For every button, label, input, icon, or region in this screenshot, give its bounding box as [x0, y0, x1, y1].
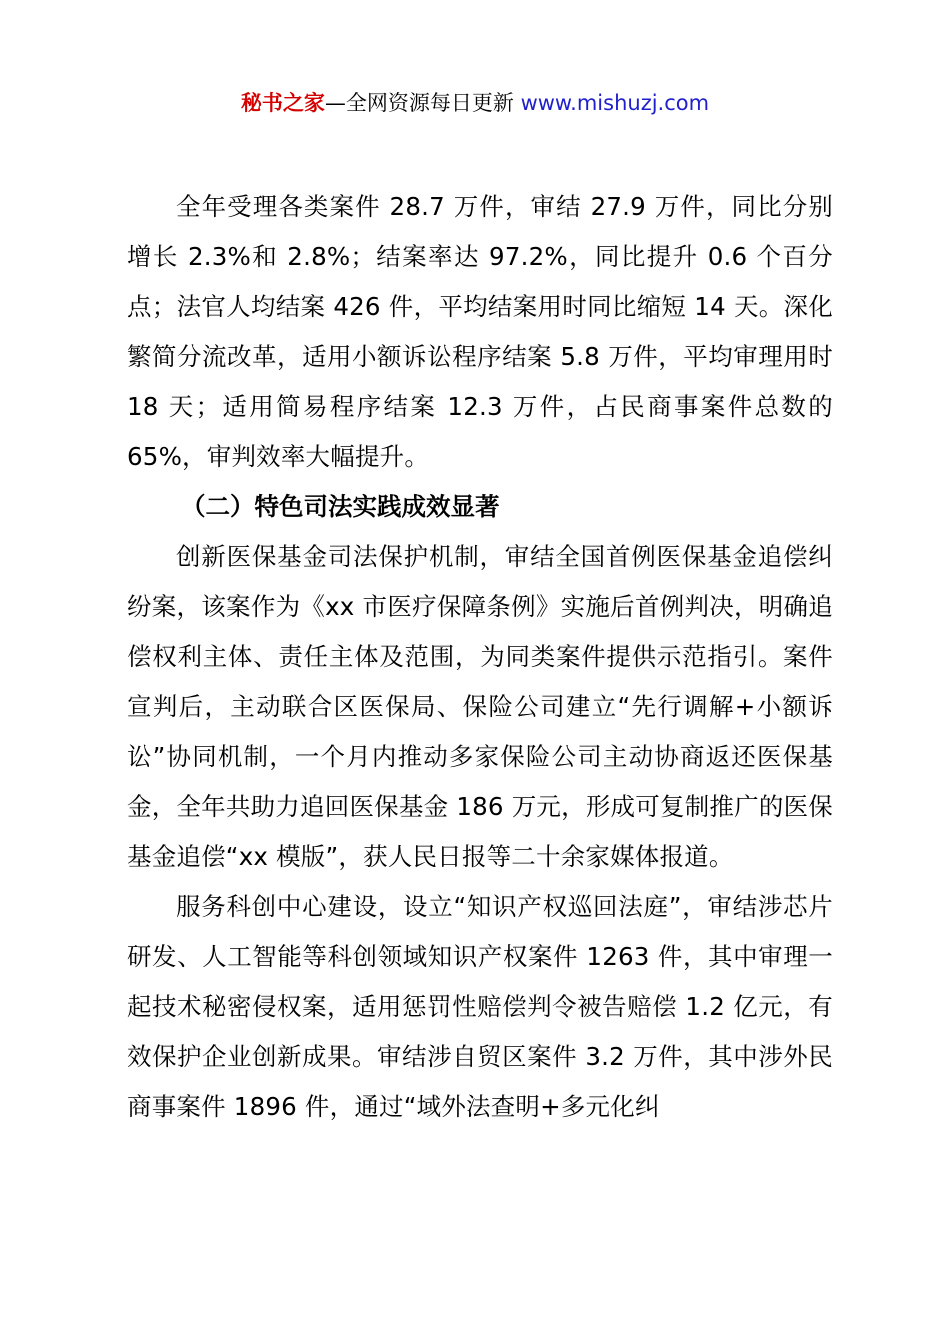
header-tagline: —全网资源每日更新 — [324, 91, 521, 115]
site-url-link[interactable]: www.mishuzj.com — [520, 91, 710, 115]
paragraph-innovation-ip: 服务科创中心建设，设立“知识产权巡回法庭”，审结涉芯片研发、人工智能等科创领域知识产权案件 1263 件，其中审理一起技术秘密侵权案，适用惩罚性赔偿判令被告赔偿 1.2 亿元，有效保护企业创新成果。审结涉自贸区案件 3.2 万件，其中涉外民商事案件 1896 件，通过“域外法查明+多元化纠 — [127, 892, 833, 1121]
site-header — [0, 88, 950, 118]
brand-name: 秘书之家 — [240, 91, 325, 115]
paragraph-case-statistics: 全年受理各类案件 28.7 万件，审结 27.9 万件，同比分别增长 2.3%和 2.8%；结案率达 97.2%，同比提升 0.6 个百分点；法官人均结案 426 件，平均结案用时同比缩短 14 天。深化繁简分流改革，适用小额诉讼程序结案 5.8 万件，平均审理用时 18 天；适用简易程序结案 12.3 万件，占民商事案件总数的 65%，审判效率大幅提升。 — [127, 192, 833, 471]
document-body — [127, 182, 833, 1132]
paragraph-medical-insurance: 创新医保基金司法保护机制，审结全国首例医保基金追偿纠纷案，该案作为《xx 市医疗保障条例》实施后首例判决，明确追偿权利主体、责任主体及范围，为同类案件提供示范指引。案件宣判后，主动联合区医保局、保险公司建立“先行调解+小额诉讼”协同机制，一个月内推动多家保险公司主动协商返还医保基金，全年共助力追回医保基金 186 万元，形成可复制推广的医保基金追偿“xx 模版”，获人民日报等二十余家媒体报道。 — [127, 542, 833, 871]
section-heading: （二）特色司法实践成效显著 — [181, 492, 500, 521]
